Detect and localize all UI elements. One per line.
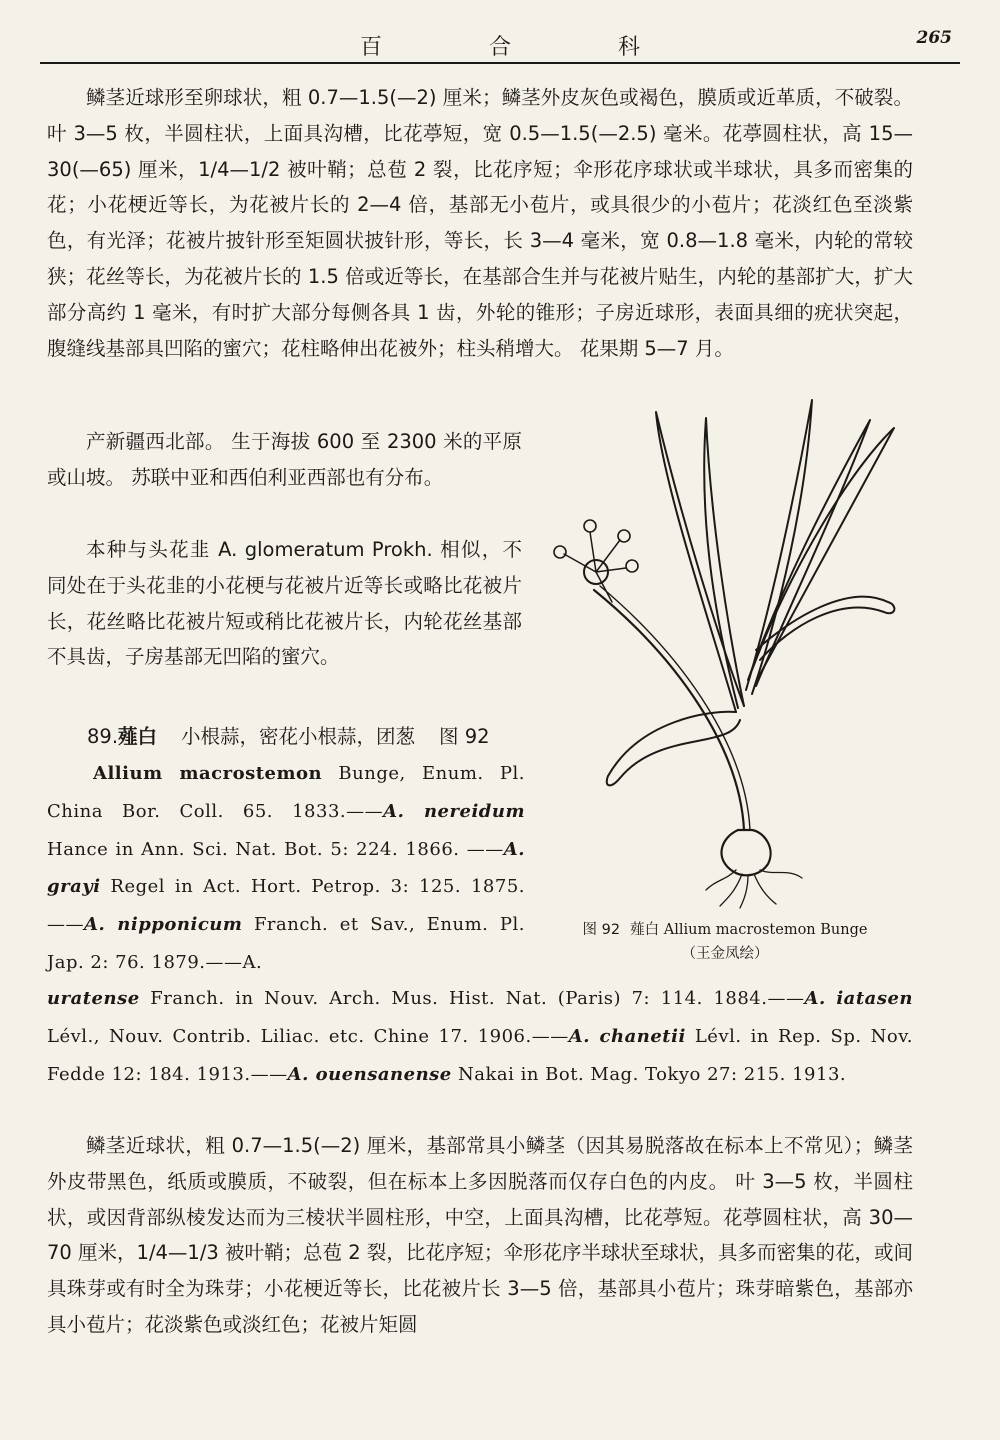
flower [618, 530, 630, 542]
leaf [656, 412, 744, 712]
species-chinese-name: 薤白 [118, 725, 158, 748]
figure-credit: （王金凤绘） [681, 946, 769, 962]
header-rule [40, 62, 960, 64]
species-number: 89. [87, 725, 119, 748]
distribution-paragraph: 产新疆西北部。 生于海拔 600 至 2300 米的平原或山坡。 苏联中亚和西伯利亚西部也有分布。 [47, 430, 522, 489]
synonymy-block-wide [47, 980, 913, 1093]
leaf [704, 418, 744, 708]
citation: Hance in Ann. Sci. Nat. Bot. 5: 224. 1866. —— [47, 838, 504, 860]
description-paragraph: 鳞茎近球状，粗 0.7—1.5(—2) 厘米，基部常具小鳞茎（因其易脱落故在标本上不常见）；鳞茎外皮带黑色，纸质或膜质，不破裂，但在标本上多因脱落而仅存白色的内皮。 叶 3—5 枚，半圆柱状，或因背部纵棱发达而为三棱状半圆柱形，中空，上面具沟槽，比花葶短。花葶圆柱状，高 30—70 厘米，1/4—1/3 被叶鞘；总苞 2 裂，比花序短；伞形花序半球状至球状，具多而密集的花，或间具珠芽或有时全为珠芽；小花梗近等长，比花被片长 3—5 倍，基部具小苞片；珠芽暗紫色，基部亦具小苞片；花淡紫色或淡红色；花被片矩圆 [47, 1134, 913, 1336]
pedicel [590, 532, 596, 572]
running-title: 百 合 科 [360, 35, 690, 60]
citation: Lévl., Nouv. Contrib. Liliac. etc. Chine 17. 1906.—— [47, 1025, 569, 1047]
synonym-name: A. [804, 988, 826, 1009]
figure-chinese-name: 薤白 [630, 922, 660, 938]
root [754, 874, 776, 904]
synonym-name: A. ouensanense [287, 1063, 452, 1085]
figure-caption [545, 918, 905, 966]
allium-drawing [530, 390, 910, 910]
citation: Nakai in Bot. Mag. Tokyo 27: 215. 1913. [451, 1063, 847, 1085]
caption-line-1 [545, 918, 905, 942]
flower [626, 560, 638, 572]
citation: Franch. in Nouv. Arch. Mus. Hist. Nat. (Paris) 7: 114. 1884.—— [139, 988, 805, 1009]
flower [584, 520, 596, 532]
leaf [752, 428, 894, 678]
accepted-name: Allium macrostemon [93, 763, 323, 784]
species-heading [87, 719, 527, 755]
synonym-name: uratense [47, 988, 140, 1009]
species-aliases: 小根蒜，密花小根蒜，团葱 [181, 725, 416, 748]
citation: Lévl. in Rep. Sp. Nov. Fedde 12: 184. 1913.—— [47, 1025, 913, 1085]
synonym-name: A. nereidum [383, 800, 525, 822]
bulb [722, 830, 771, 875]
figure-reference: 图 92 [439, 725, 490, 748]
pedicel [596, 568, 626, 572]
comparison-paragraph: 本种与头花韭 A. glomeratum Prokh. 相似，不同处在于头花韭的小花梗与花被片近等长或略比花被片长，花丝略比花被片短或稍比花被片长，内轮花丝基部不具齿，子房基部无凹陷的蜜穴。 [47, 538, 522, 669]
scape [594, 590, 744, 830]
synonym-name: A. chanetii [568, 1025, 686, 1047]
synonym-name: A. nipponicum [84, 914, 243, 936]
citation: Bunge, Enum. Pl. China Bor. Coll. 65. 1833.—— [47, 763, 525, 822]
figure-label: 图 92 [582, 922, 621, 938]
leaf [607, 712, 740, 786]
flower [554, 546, 566, 558]
description-paragraph-prev-species: 鳞茎近球形至卵球状，粗 0.7—1.5(—2) 厘米；鳞茎外皮灰色或褐色，膜质或近革质，不破裂。叶 3—5 枚，半圆柱状，上面具沟槽，比花葶短，宽 0.5—1.5(—2.5) 毫米。花葶圆柱状，高 15—30(—65) 厘米，1/4—1/2 被叶鞘；总苞 2 裂，比花序短；伞形花序球状或半球状，具多而密集的花；小花梗近等长，为花被片长的 2—4 倍，基部无小苞片，或具很少的小苞片；花淡红色至淡紫色，有光泽；花被片披针形至矩圆状披针形，等长，长 3—4 毫米，宽 0.8—1.8 毫米，内轮的常较狭；花丝等长，为花被片长的 1.5 倍或近等长，在基部合生并与花被片贴生，内轮的基部扩大，扩大部分高约 1 毫米，有时扩大部分每侧各具 1 齿，外轮的锥形；子房近球形，表面具细的疣状突起，腹缝线基部具凹陷的蜜穴；花柱略伸出花被外；柱头稍增大。 花果期 5—7 月。 [47, 86, 913, 360]
root [760, 870, 802, 878]
synonym-name: iatasen [836, 988, 913, 1009]
citation: Franch. et Sav., Enum. Pl. Jap. 2: 76. 1879.——A. [47, 914, 525, 973]
citation: Regel in Act. Hort. Petrop. 3: 125. 1875.—— [47, 876, 525, 936]
page-number: 265 [916, 28, 952, 48]
root [740, 876, 748, 908]
root [706, 870, 736, 890]
pedicel [564, 554, 596, 572]
page-header [40, 28, 960, 62]
figure-scientific-name: Allium macrostemon Bunge [663, 922, 868, 938]
synonymy-block-narrow [47, 755, 525, 982]
synonym-name: A. grayi [47, 838, 525, 898]
plant-illustration [530, 390, 910, 910]
